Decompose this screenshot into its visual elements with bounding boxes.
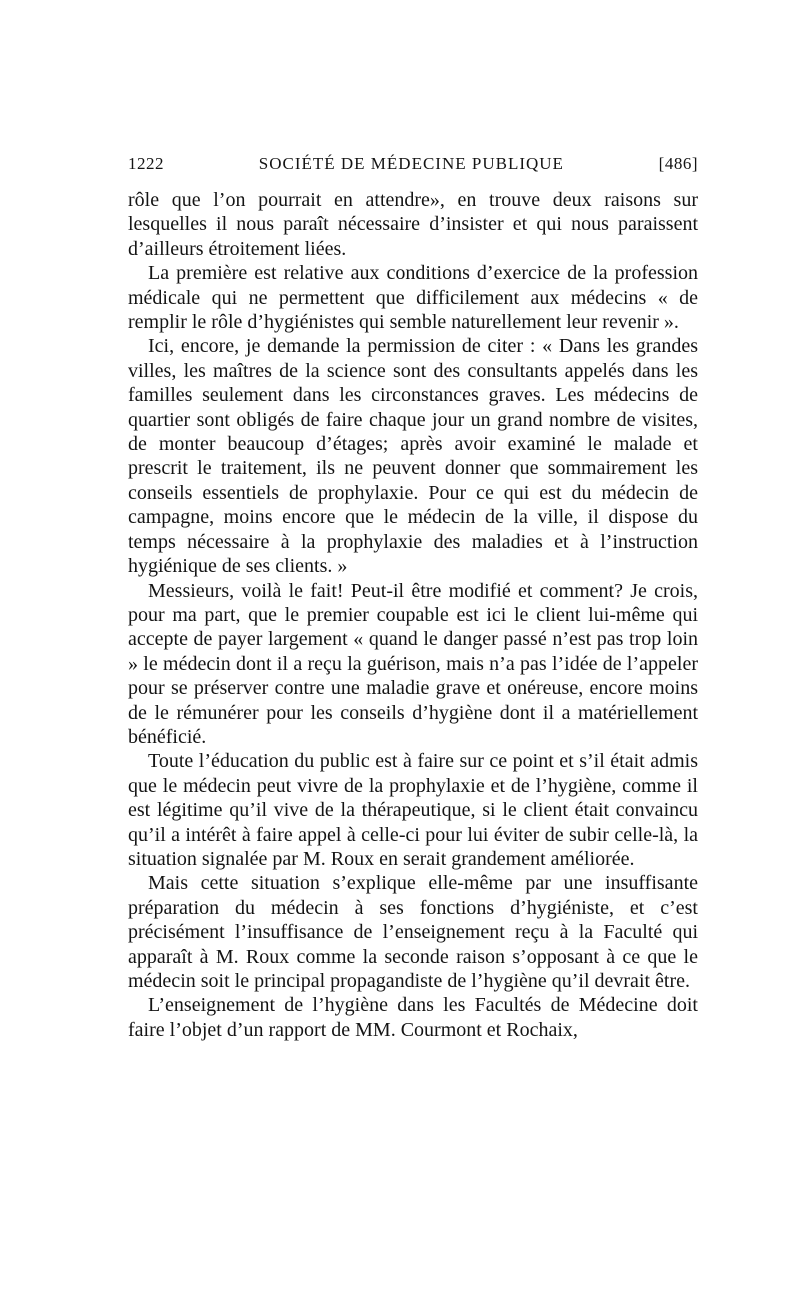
paragraph: Ici, encore, je demande la permission de citer : « Dans les grandes villes, les maîtres de la science sont des consultants appelés dans les familles seulement dans les circonstances graves. Les médecins de quartier sont obligés de faire chaque jour un grand nombre de visites, de monter beaucoup d’étages; après avoir examiné le malade et prescrit le traitement, ils ne peuvent donner que sommairement les conseils essentiels de prophylaxie. Pour ce qui est du médecin de campagne, moins encore que le médecin de la ville, il dispose du temps nécessaire à la prophylaxie des maladies et à l’instruction hygiénique de ses clients. » xyxy=(128,335,698,578)
body-text xyxy=(128,188,698,1042)
paragraph: Messieurs, voilà le fait! Peut-il être modifié et comment? Je crois, pour ma part, que le premier coupable est ici le client lui-même qui accepte de payer largement « quand le danger passé n’est pas trop loin » le médecin dont il a reçu la guérison, mais n’a pas l’idée de l’appeler pour se préserver contre une maladie grave et onéreuse, encore moins de le rémunérer pour les conseils d’hygiène dont il a matériellement bénéficié. xyxy=(128,579,698,748)
paragraph: La première est relative aux conditions d’exercice de la profession médicale qui ne permettent que difficilement aux médecins « de remplir le rôle d’hygiénistes qui semble naturellement leur revenir ». xyxy=(128,262,698,334)
bracket-number: [486] xyxy=(658,154,698,173)
paragraph-continuation: rôle que l’on pourrait en attendre», en trouve deux raisons sur lesquelles il nous paraît nécessaire d’insister et qui nous paraissent d’ailleurs étroitement liées. xyxy=(128,189,698,260)
paragraph: Mais cette situation s’explique elle-même par une insuffisante préparation du médecin à ses fonctions d’hygiéniste, et c’est précisément l’insuffisance de l’enseignement reçu à la Faculté qui apparaît à M. Roux comme la seconde raison s’opposant à ce que le médecin soit le principal propagandiste de l’hygiène qu’il devrait être. xyxy=(128,872,698,992)
running-head xyxy=(128,154,698,174)
page-number: 1222 xyxy=(128,154,164,173)
document-page xyxy=(128,154,698,1042)
paragraph: L’enseignement de l’hygiène dans les Facultés de Médecine doit faire l’objet d’un rapport de MM. Courmont et Rochaix, xyxy=(128,994,698,1041)
paragraph: Toute l’éducation du public est à faire sur ce point et s’il était admis que le médecin peut vivre de la prophylaxie et de l’hygiène, comme il est légitime qu’il vive de la thérapeutique, si le client était convaincu qu’il a intérêt à faire appel à celle-ci pour lui éviter de subir celle-là, la situation signalée par M. Roux en serait grandement améliorée. xyxy=(128,750,698,870)
running-title: SOCIÉTÉ DE MÉDECINE PUBLIQUE xyxy=(258,154,564,173)
